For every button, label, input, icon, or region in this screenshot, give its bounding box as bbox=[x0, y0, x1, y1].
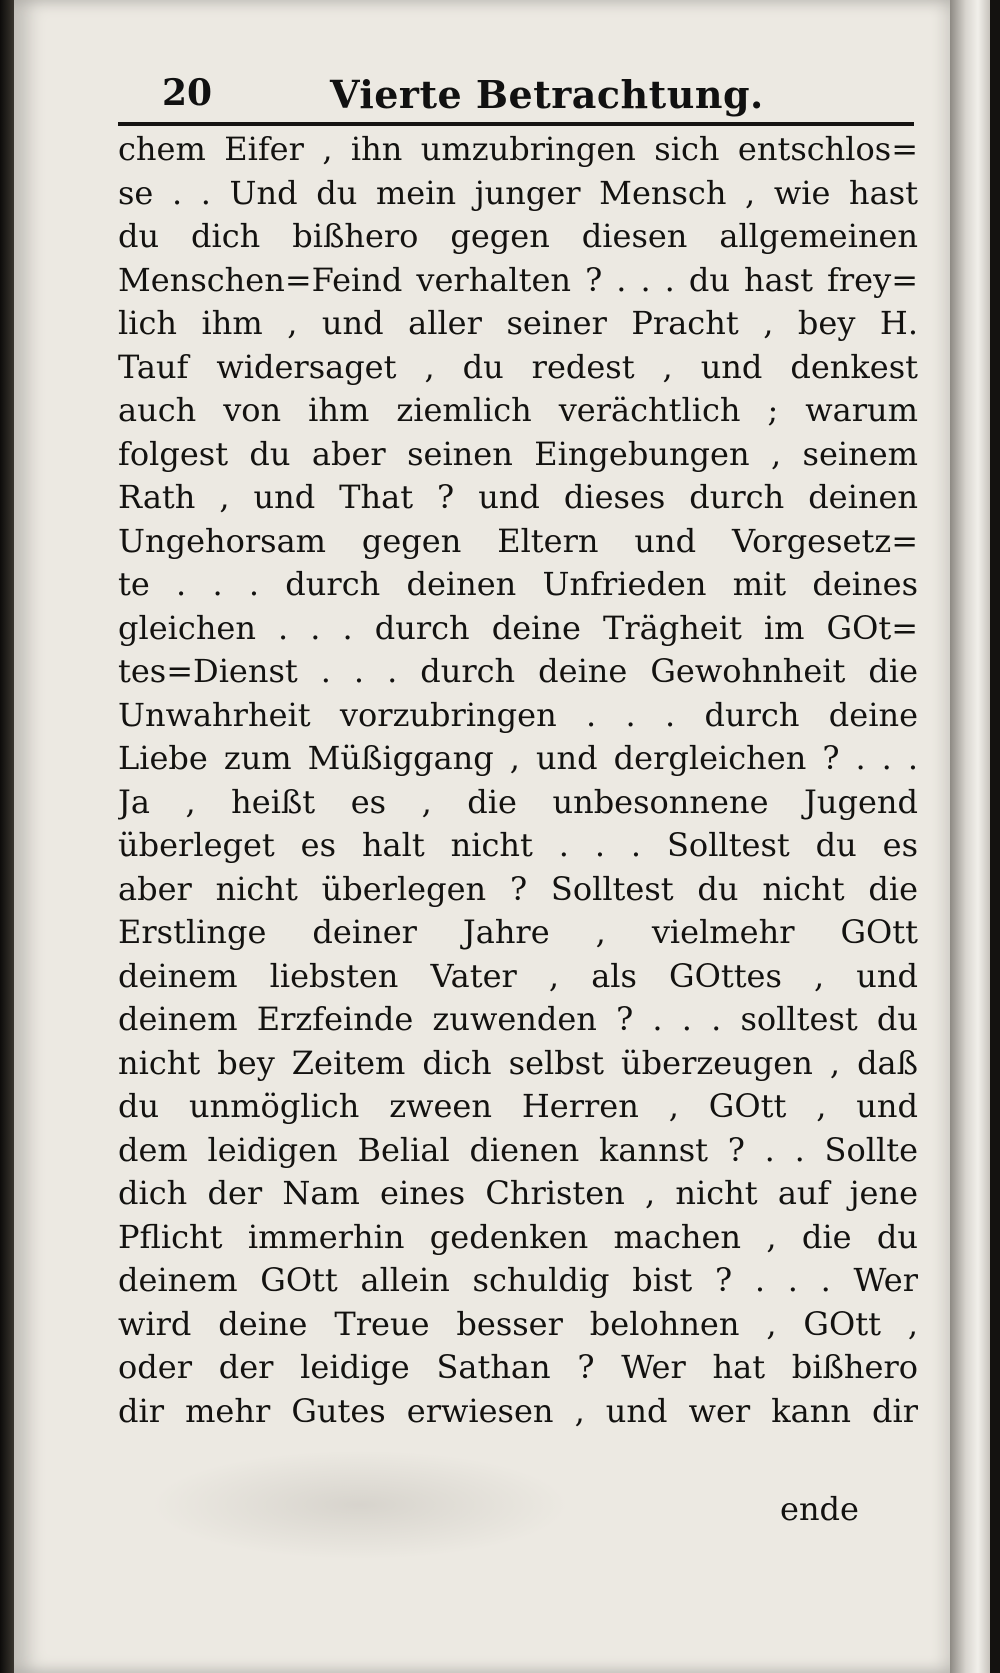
left-page-edge bbox=[0, 0, 14, 1673]
text-line: aber nicht überlegen ? Solltest du nicht die bbox=[118, 869, 918, 908]
catchword: ende bbox=[780, 1490, 859, 1528]
text-line: auch von ihm ziemlich verächtlich ; warum bbox=[118, 391, 918, 429]
ink-bleed-smudge bbox=[150, 1450, 570, 1560]
text-line: überleget es halt nicht . . . Solltest du es bbox=[118, 826, 918, 864]
text-line: dir mehr Gutes erwiesen , und wer kann dir bbox=[118, 1391, 918, 1430]
running-title: Vierte Betrachtung. bbox=[330, 72, 764, 117]
text-line: gleichen . . . durch deine Trägheit im GOt= bbox=[118, 608, 918, 647]
text-line: Liebe zum Müßiggang , und dergleichen ? . . . bbox=[118, 739, 918, 777]
text-line: chem Eifer , ihn umzubringen sich entschlos= bbox=[118, 130, 918, 168]
page-gutter bbox=[950, 0, 990, 1673]
text-line: Ja , heißt es , die unbesonnene Jugend bbox=[118, 782, 918, 821]
text-line: se . . Und du mein junger Mensch , wie hast bbox=[118, 173, 918, 212]
text-line: Pflicht immerhin gedenken machen , die du bbox=[118, 1217, 918, 1256]
text-line: Menschen=Feind verhalten ? . . . du hast frey= bbox=[118, 260, 918, 299]
text-line: dem leidigen Belial dienen kannst ? . . Sollte bbox=[118, 1130, 918, 1169]
text-line: Ungehorsam gegen Eltern und Vorgesetz= bbox=[118, 521, 918, 560]
text-line: deinem GOtt allein schuldig bist ? . . . Wer bbox=[118, 1261, 918, 1299]
text-line: dich der Nam eines Christen , nicht auf jene bbox=[118, 1174, 918, 1212]
body-text bbox=[118, 128, 918, 1433]
text-line: du unmöglich zween Herren , GOtt , und bbox=[118, 1087, 918, 1125]
text-line: folgest du aber seinen Eingebungen , seinem bbox=[118, 434, 918, 473]
text-line: Erstlinge deiner Jahre , vielmehr GOtt bbox=[118, 913, 918, 951]
text-line: lich ihm , und aller seiner Pracht , bey H. bbox=[118, 304, 918, 342]
page-number: 20 bbox=[162, 72, 213, 114]
text-line: Unwahrheit vorzubringen . . . durch deine bbox=[118, 695, 918, 734]
text-line: du dich bißhero gegen diesen allgemeinen bbox=[118, 217, 918, 255]
text-line: oder der leidige Sathan ? Wer hat bißhero bbox=[118, 1348, 918, 1386]
text-line: nicht bey Zeitem dich selbst überzeugen , daß bbox=[118, 1043, 918, 1082]
text-line: Rath , und That ? und dieses durch deinen bbox=[118, 478, 918, 516]
text-line: tes=Dienst . . . durch deine Gewohnheit die bbox=[118, 652, 918, 690]
text-line: te . . . durch deinen Unfrieden mit deines bbox=[118, 565, 918, 603]
text-line: deinem Erzfeinde zuwenden ? . . . solltest du bbox=[118, 1000, 918, 1038]
text-line: Tauf widersaget , du redest , und denkest bbox=[118, 347, 918, 386]
text-line: wird deine Treue besser belohnen , GOtt , bbox=[118, 1304, 918, 1343]
page-header bbox=[150, 72, 890, 122]
header-rule bbox=[118, 122, 914, 126]
text-line: deinem liebsten Vater , als GOttes , und bbox=[118, 956, 918, 995]
